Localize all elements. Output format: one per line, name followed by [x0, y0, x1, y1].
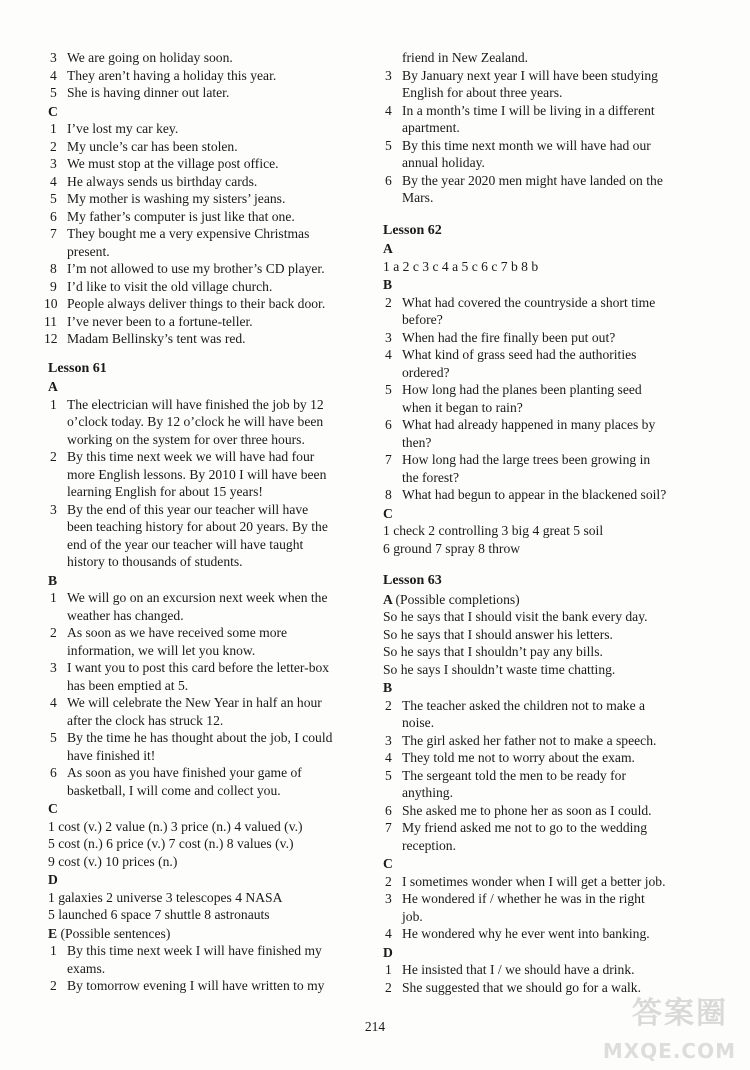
answer-number: 12 [44, 331, 58, 346]
answer-number: 8 [50, 261, 57, 276]
answer-number: 10 [44, 296, 58, 311]
lesson-61-e-label: E [48, 925, 58, 941]
answer-line: He always sends us birthday cards. [67, 173, 258, 189]
lesson-62-section-b: B [383, 277, 393, 292]
answer-line: As soon as we have received some more [67, 625, 288, 640]
lesson-63-a-label: A [383, 591, 393, 607]
answer-line: annual holiday. [402, 155, 485, 170]
answer-line: more English lessons. By 2010 I will have been [67, 466, 327, 482]
answer-item [48, 501, 370, 571]
answer-line: basketball, I will come and collect you. [67, 782, 281, 798]
answer-line: I’ve never been to a fortune-teller. [67, 313, 253, 329]
text-line: 6 ground 7 spray 8 throw [383, 540, 521, 556]
lesson-61-b-list [48, 589, 370, 799]
answer-number: 1 [50, 121, 57, 136]
answer-line: has been emptied at 5. [67, 677, 189, 693]
answer-item [48, 155, 370, 173]
answer-line: English for about three years. [402, 85, 563, 100]
lesson-61-e-list [48, 942, 370, 995]
answer-item [44, 313, 370, 331]
answer-number: 2 [50, 625, 57, 640]
answer-line: after the clock has struck 12. [67, 712, 224, 728]
lesson-61-c-lines [48, 818, 370, 871]
answer-item [48, 729, 370, 764]
text-line: 9 cost (v.) 10 prices (n.) [48, 853, 178, 869]
answer-number: 1 [50, 943, 57, 958]
answer-item [48, 624, 370, 659]
answer-item [383, 961, 705, 979]
answer-item [383, 67, 705, 102]
lesson-63-section-a [383, 591, 705, 609]
answer-line: Mars. [402, 190, 434, 205]
answer-line: People always deliver things to their back door. [67, 296, 326, 311]
answer-line: We will go on an excursion next week when the [67, 590, 328, 605]
answer-number: 1 [50, 590, 57, 605]
answer-line: present. [67, 243, 110, 259]
answer-number: 4 [50, 695, 57, 710]
answer-item [383, 873, 705, 891]
answer-line: We must stop at the village post office. [67, 156, 279, 171]
answer-line: information, we will let you know. [67, 642, 256, 658]
answer-line: I’ve lost my car key. [67, 121, 179, 136]
answer-item [383, 346, 705, 381]
answer-number: 11 [44, 313, 58, 329]
answer-line: history to thousands of students. [67, 554, 243, 569]
answer-item [383, 802, 705, 820]
section-c-label: C [48, 103, 58, 119]
answer-line: I’m not allowed to use my brother’s CD player. [67, 261, 325, 276]
lesson-63-a-note: (Possible completions) [395, 591, 520, 607]
text-line: 5 cost (n.) 6 price (v.) 7 cost (n.) 8 values (v.) [48, 836, 294, 851]
lesson-61-a-list [48, 396, 370, 571]
answer-item [383, 486, 705, 504]
right-top-list [383, 67, 705, 207]
answer-line: have finished it! [67, 747, 156, 763]
answer-item [383, 697, 705, 732]
answer-line: She asked me to phone her as soon as I could. [402, 802, 652, 818]
lesson-61-section-d: D [48, 872, 58, 887]
answer-line: The sergeant told the men to be ready for [402, 767, 626, 783]
answer-item [383, 137, 705, 172]
answer-number: 2 [50, 138, 57, 154]
answer-number: 6 [50, 765, 57, 780]
answer-number: 4 [385, 102, 392, 118]
watermark-top-text: 答案圈 [632, 996, 728, 1031]
answer-line: She suggested that we should go for a walk. [402, 979, 641, 995]
answer-item [44, 330, 370, 348]
answer-number: 5 [50, 85, 57, 100]
answer-item [48, 278, 370, 296]
answer-line: By the end of this year our teacher will have [67, 501, 309, 517]
lesson-61-title: Lesson 61 [48, 360, 107, 376]
answer-line: He wondered if / whether he was in the right [402, 891, 645, 906]
lesson-61-section-e [48, 925, 370, 943]
answer-item [383, 767, 705, 802]
answer-item [44, 295, 370, 313]
answer-item [48, 694, 370, 729]
answer-line: What had already happened in many places by [402, 417, 656, 432]
answer-line: By this time next week we will have had four [67, 449, 315, 464]
answer-line: learning English for about 15 years! [67, 484, 263, 499]
text-line: So he says that I should answer his letters. [383, 626, 613, 642]
lesson-63-a-lines [383, 608, 705, 678]
right-column [383, 49, 705, 996]
answer-item [48, 659, 370, 694]
answer-number: 2 [385, 979, 392, 995]
answer-line: noise. [402, 715, 435, 730]
answer-number: 4 [50, 173, 57, 189]
answer-number: 5 [50, 730, 57, 745]
left-top-list [48, 49, 370, 102]
answer-item [383, 172, 705, 207]
lesson-62-a-line: 1 a 2 c 3 c 4 a 5 c 6 c 7 b 8 b [383, 258, 539, 274]
lesson-62-title: Lesson 62 [383, 222, 442, 238]
answer-number: 2 [50, 449, 57, 464]
answer-line: He insisted that I / we should have a drink. [402, 962, 635, 977]
lesson-61-section-c: C [48, 801, 58, 816]
answer-number: 2 [50, 978, 57, 993]
answer-number: 3 [50, 156, 57, 171]
answer-number: 6 [385, 802, 392, 818]
answer-item [383, 416, 705, 451]
answer-item [48, 84, 370, 102]
lesson-61-d-lines [48, 889, 370, 924]
answer-line: They bought me a very expensive Christmas [67, 226, 310, 241]
text-line: So he says I shouldn’t waste time chatting. [383, 661, 616, 677]
answer-item [48, 67, 370, 85]
answer-number: 1 [385, 962, 392, 977]
lesson-63-section-d: D [383, 944, 393, 960]
answer-line: I want you to post this card before the letter-box [67, 660, 330, 675]
answer-number: 3 [50, 660, 57, 675]
answer-line: What had covered the countryside a short time [402, 294, 656, 310]
answer-item [383, 979, 705, 997]
answer-number: 2 [385, 294, 392, 310]
answer-item [48, 190, 370, 208]
answer-number: 1 [50, 396, 57, 412]
answer-number: 4 [385, 750, 392, 765]
answer-line: then? [402, 434, 432, 450]
answer-line: They told me not to worry about the exam. [402, 750, 635, 765]
answer-line: been teaching history for about 20 years. By the [67, 519, 328, 534]
answer-number: 5 [385, 382, 392, 397]
lesson-63-section-b: B [383, 680, 393, 695]
answer-item [48, 225, 370, 260]
answer-number: 4 [385, 926, 392, 941]
answer-item [48, 396, 370, 449]
answer-line: We will celebrate the New Year in half an hour [67, 695, 322, 710]
answer-line: when it began to rain? [402, 399, 523, 415]
text-line: 1 cost (v.) 2 value (n.) 3 price (n.) 4 valued (v.) [48, 818, 303, 834]
answer-number: 3 [385, 732, 392, 748]
answer-line: the forest? [402, 469, 459, 485]
answer-line: before? [402, 312, 443, 327]
answer-line: The teacher asked the children not to make a [402, 697, 646, 713]
lesson-63-d-list [383, 961, 705, 996]
watermark-bottom-text: MXQE.COM [602, 1038, 736, 1063]
answer-number: 2 [385, 873, 392, 889]
answer-item [383, 102, 705, 137]
answer-line: By the year 2020 men might have landed on the [402, 172, 663, 188]
answer-item [48, 448, 370, 501]
answer-number: 5 [50, 191, 57, 206]
answer-number: 3 [385, 891, 392, 906]
lesson-62-section-c: C [383, 505, 393, 521]
answer-line: Madam Bellinsky’s tent was red. [67, 331, 246, 346]
watermark-logo [602, 996, 742, 1063]
answer-item [48, 138, 370, 156]
answer-item [48, 977, 370, 995]
answer-line: weather has changed. [67, 607, 184, 623]
text-line: 5 launched 6 space 7 shuttle 8 astronauts [48, 907, 270, 922]
text-line: So he says that I should visit the bank every day. [383, 609, 648, 624]
answer-line: My father’s computer is just like that one. [67, 208, 295, 224]
answer-item [383, 749, 705, 767]
answer-line: By this time next month we will have had our [402, 137, 651, 153]
answer-line: When had the fire finally been put out? [402, 329, 616, 345]
answer-line: The electrician will have finished the job by 12 [67, 396, 324, 412]
answer-item [48, 589, 370, 624]
answer-line: How long had the large trees been growing in [402, 452, 651, 467]
right-continuation [383, 49, 705, 67]
answer-line: She is having dinner out later. [67, 85, 230, 100]
answer-line: We are going on holiday soon. [67, 50, 233, 65]
answer-number: 5 [385, 137, 392, 153]
answer-line: reception. [402, 837, 456, 853]
answer-line: o’clock today. By 12 o’clock he will have been [67, 414, 324, 429]
left-column [44, 49, 370, 995]
answer-line: end of the year our teacher will have taught [67, 536, 304, 552]
answer-item [383, 925, 705, 943]
lesson-61-section-a: A [48, 379, 58, 394]
answer-line: How long had the planes been planting seed [402, 382, 642, 397]
left-section-c-list [44, 120, 370, 348]
answer-number: 6 [385, 172, 392, 188]
text-line: friend in New Zealand. [402, 50, 529, 65]
text-line: 1 check 2 controlling 3 big 4 great 5 soil [383, 523, 604, 538]
answer-item [383, 819, 705, 854]
answer-line: By January next year I will have been studying [402, 67, 658, 83]
answer-item [48, 208, 370, 226]
answer-line: exams. [67, 960, 106, 976]
answer-item [48, 764, 370, 799]
answer-number: 6 [50, 208, 57, 224]
answer-number: 4 [50, 67, 57, 83]
answer-item [383, 294, 705, 329]
answer-item [48, 173, 370, 191]
answer-number: 3 [50, 501, 57, 517]
answer-item [383, 329, 705, 347]
lesson-63-c-list [383, 873, 705, 943]
lesson-62-section-a: A [383, 241, 393, 256]
answer-line: The girl asked her father not to make a speech. [402, 732, 657, 748]
answer-line: I’d like to visit the old village church. [67, 278, 273, 294]
answer-line: As soon as you have finished your game of [67, 765, 302, 780]
answer-number: 4 [385, 347, 392, 362]
answer-number: 7 [50, 226, 57, 241]
text-line: 1 galaxies 2 universe 3 telescopes 4 NASA [48, 889, 283, 905]
answer-item [48, 49, 370, 67]
answer-number: 3 [385, 329, 392, 345]
answer-item [48, 942, 370, 977]
answer-item [48, 260, 370, 278]
answer-line: anything. [402, 785, 453, 800]
answer-line: My uncle’s car has been stolen. [67, 138, 238, 154]
lesson-61-e-note: (Possible sentences) [60, 925, 171, 941]
answer-item [383, 732, 705, 750]
answer-number: 6 [385, 417, 392, 432]
lesson-61-section-b: B [48, 572, 58, 588]
lesson-62-c-lines [383, 522, 705, 557]
page-number: 214 [364, 1019, 386, 1034]
lesson-63-title: Lesson 63 [383, 573, 442, 588]
answer-line: job. [402, 908, 423, 924]
answer-line: They aren’t having a holiday this year. [67, 67, 277, 83]
answer-line: What kind of grass seed had the authorities [402, 347, 637, 362]
answer-line: My mother is washing my sisters’ jeans. [67, 191, 286, 206]
answer-line: apartment. [402, 120, 460, 135]
answer-number: 8 [385, 487, 392, 502]
answer-item [383, 381, 705, 416]
answer-line: working on the system for over three hours. [67, 431, 305, 447]
lesson-63-b-list [383, 697, 705, 855]
answer-line: ordered? [402, 364, 450, 380]
answer-number: 3 [385, 67, 392, 83]
answer-line: I sometimes wonder when I will get a better job. [402, 873, 666, 889]
answer-number: 9 [50, 278, 57, 294]
answer-item [48, 120, 370, 138]
lesson-63-section-c: C [383, 856, 393, 871]
answer-line: What had begun to appear in the blackened soil? [402, 487, 667, 502]
answer-line: In a month’s time I will be living in a different [402, 102, 655, 118]
answer-line: By the time he has thought about the job, I could [67, 730, 333, 745]
lesson-62-b-list [383, 294, 705, 504]
answer-item [383, 451, 705, 486]
answer-item [383, 890, 705, 925]
text-line: So he says that I shouldn’t pay any bills. [383, 644, 603, 659]
answer-line: By this time next week I will have finished my [67, 943, 322, 958]
answer-number: 7 [385, 820, 392, 835]
answer-number: 5 [385, 767, 392, 783]
answer-number: 3 [50, 50, 57, 65]
answer-number: 7 [385, 452, 392, 467]
answer-line: By tomorrow evening I will have written to my [67, 978, 325, 993]
answer-number: 2 [385, 697, 392, 713]
answer-line: He wondered why he ever went into banking. [402, 926, 650, 941]
answer-line: My friend asked me not to go to the wedding [402, 820, 648, 835]
